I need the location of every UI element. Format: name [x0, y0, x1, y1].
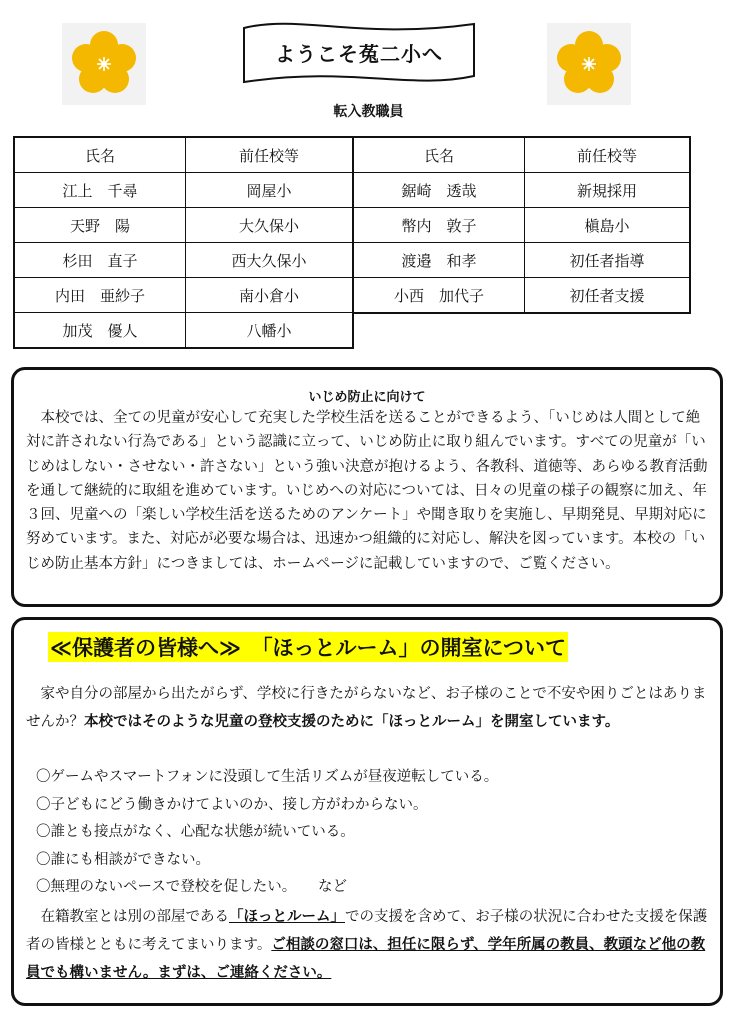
staff-name: 鋸崎 透哉 [353, 173, 525, 208]
staff-prev-school: 初任者支援 [525, 278, 691, 314]
list-item: 〇 子どもにどう働きかけてよいのか、接し方がわからない。 [36, 792, 498, 820]
flower-icon [62, 23, 146, 105]
intro-text: 家や自分の部屋から出たがらず、学校に行きたがらないなど、お子様のことで不安や困りごとはありませんか？ [26, 686, 707, 730]
staff-table-right [352, 136, 691, 314]
concern-list [36, 764, 498, 902]
hot-room-outro [26, 903, 710, 987]
page-subtitle: 転入教職員 [333, 104, 404, 120]
column-header-prev-school: 前任校等 [186, 137, 354, 173]
staff-name: 渡邉 和孝 [353, 243, 525, 278]
welcome-banner [240, 18, 478, 88]
staff-name: 幣内 敦子 [353, 208, 525, 243]
table-header-row [353, 137, 690, 173]
column-header-name: 氏名 [14, 137, 186, 173]
list-item: 〇 誰とも接点がなく、心配な状態が続いている。 [36, 819, 498, 847]
table-row [353, 278, 690, 314]
staff-prev-school: 初任者指導 [525, 243, 691, 278]
table-row [353, 173, 690, 208]
list-item: 〇 誰にも相談ができない。 [36, 847, 498, 875]
staff-name: 加茂 優人 [14, 313, 186, 349]
staff-prev-school: 新規採用 [525, 173, 691, 208]
table-row [353, 208, 690, 243]
hot-room-name: 「ほっとルーム」 [229, 909, 345, 925]
staff-name: 小西 加代子 [353, 278, 525, 314]
staff-table-left [13, 136, 354, 349]
table-row [14, 313, 353, 349]
staff-name: 江上 千尋 [14, 173, 186, 208]
column-header-name: 氏名 [353, 137, 525, 173]
staff-name: 杉田 直子 [14, 243, 186, 278]
bullying-section-body: 本校では、全ての児童が安心して充実した学校生活を送ることができるよう、「いじめは人間として絶対に許されない行為である」という認識に立って、いじめ防止に取り組んでいます。すべての児童が「いじめはしない・させない・許さない」という強い決意が抱けるよう、各教科、道徳等、あらゆる教育活動を通して継続的に取組を進めています。いじめへの対応については、日々の児童の様子の観察に加え、年３回、児童への「楽しい学校生活を送るためのアンケート」や聞き取りを実施し、早期発見、早期対応に努めています。また、対応が必要な場合は、迅速かつ組織的に対応し、解決を図っています。本校の「いじめ防止基本方針」につきましては、ホームページに記載していますので、ご覧ください。 [26, 410, 708, 572]
table-row [14, 173, 353, 208]
staff-name: 内田 亜紗子 [14, 278, 186, 313]
hot-room-notice-box [11, 617, 723, 1006]
list-item: 〇 ゲームやスマートフォンに没頭して生活リズムが昼夜逆転している。 [36, 764, 498, 792]
list-item: 〇 無理のないペースで登校を促したい。 など [36, 874, 498, 902]
intro-bold-text: 本校ではそのような児童の登校支援のために「ほっとルーム」を開室しています。 [84, 714, 620, 730]
table-header-row [14, 137, 353, 173]
table-row [14, 208, 353, 243]
banner-title: ようこそ菟二小へ [275, 42, 443, 66]
staff-prev-school: 岡屋小 [186, 173, 354, 208]
staff-prev-school: 八幡小 [186, 313, 354, 349]
outro-text-2: での支援を含めて、お子様の状況に合わせた支援を保護者の皆様とともに考えてまいります。 [26, 909, 708, 953]
flower-emblem-right [547, 23, 631, 105]
bullying-prevention-box [11, 367, 723, 607]
bullying-section-title: いじめ防止に向けて [308, 390, 426, 405]
flower-emblem-left [62, 23, 146, 105]
hot-room-section-title: ≪保護者の皆様へ≫ 「ほっとルーム」の開室について [48, 632, 568, 662]
contact-note: ご相談の窓口は、担任に限らず、学年所属の教員、教頭など他の教員でも構いません。まずは、ご連絡ください。 [26, 937, 706, 981]
table-row [353, 243, 690, 278]
staff-prev-school: 大久保小 [186, 208, 354, 243]
staff-prev-school: 槇島小 [525, 208, 691, 243]
column-header-prev-school: 前任校等 [525, 137, 691, 173]
staff-name: 天野 陽 [14, 208, 186, 243]
outro-text-1: 在籍教室とは別の部屋である [40, 909, 229, 925]
hot-room-intro [26, 680, 710, 736]
staff-prev-school: 西大久保小 [186, 243, 354, 278]
staff-prev-school: 南小倉小 [186, 278, 354, 313]
flower-icon [547, 23, 631, 105]
table-row [14, 243, 353, 278]
table-row [14, 278, 353, 313]
